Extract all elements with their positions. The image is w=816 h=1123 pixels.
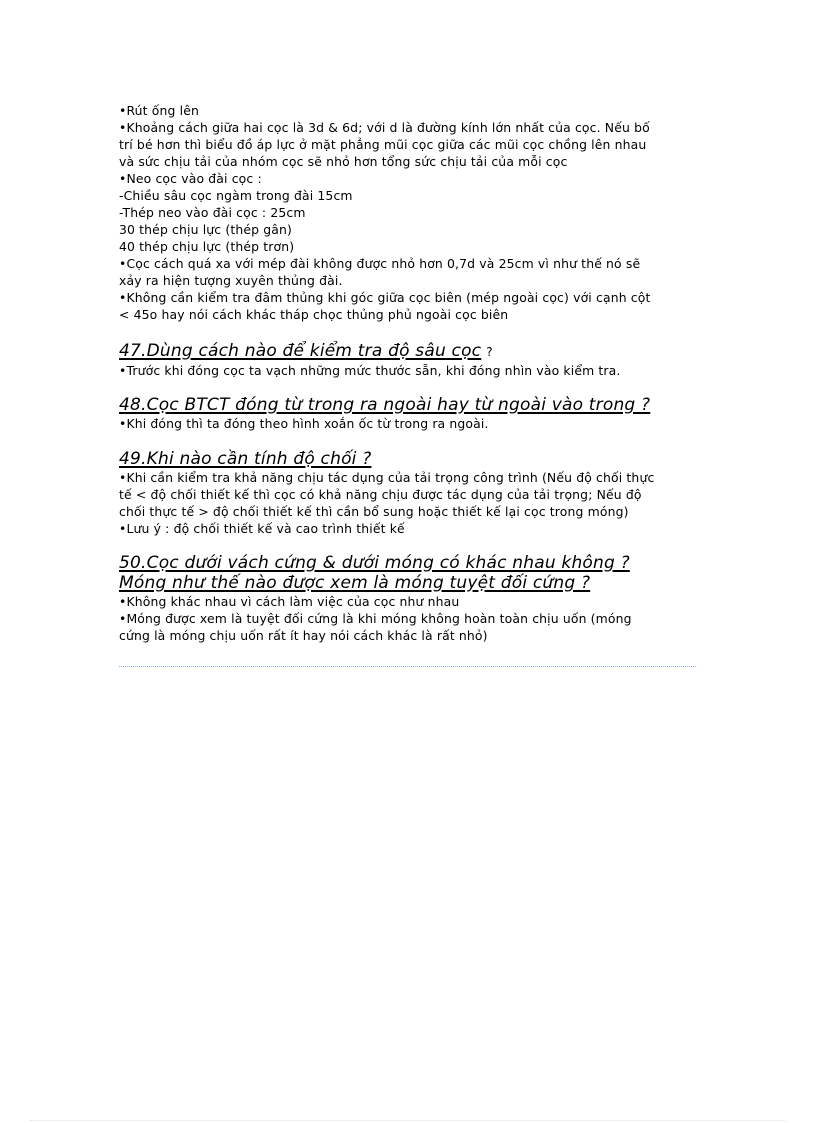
question-heading — [119, 341, 699, 362]
text-line: -Chiều sâu cọc ngàm trong đài 15cm — [119, 188, 353, 203]
question-mark: ? — [486, 345, 493, 359]
answer-line: chối thực tế > độ chối thiết kế thì cần bổ sung hoặc thiết kế lại cọc trong móng) — [119, 504, 629, 519]
page-bottom-divider — [30, 1120, 786, 1121]
question-heading — [119, 573, 699, 593]
text-line: < 45o hay nói cách khác tháp chọc thủng phủ ngoài cọc biên — [119, 307, 509, 322]
text-line: •Khoảng cách giữa hai cọc là 3d & 6d; với d là đường kính lớn nhất của cọc. Nếu bố — [119, 120, 650, 135]
question-heading — [119, 553, 699, 573]
text-line: -Thép neo vào đài cọc : 25cm — [119, 205, 306, 220]
question-heading — [119, 395, 699, 415]
answer-line: •Trước khi đóng cọc ta vạch những mức thước sẵn, khi đóng nhìn vào kiểm tra. — [119, 363, 621, 378]
text-line: •Không cần kiểm tra đâm thủng khi góc giữa cọc biên (mép ngoài cọc) với cạnh cột — [119, 290, 651, 305]
text-line: •Neo cọc vào đài cọc : — [119, 171, 262, 186]
answer-line: •Không khác nhau vì cách làm việc của cọc như nhau — [119, 594, 460, 609]
question-title: 48.Cọc BTCT đóng từ trong ra ngoài hay từ ngoài vào trong ? — [119, 395, 651, 415]
intro-section — [119, 102, 699, 323]
text-line: 40 thép chịu lực (thép trơn) — [119, 239, 295, 254]
text-line: và sức chịu tải của nhóm cọc sẽ nhỏ hơn tổng sức chịu tải của mỗi cọc — [119, 154, 568, 169]
answer-line: •Khi đóng thì ta đóng theo hình xoắn ốc từ trong ra ngoài. — [119, 416, 489, 431]
answer-line: •Khi cần kiểm tra khả năng chịu tác dụng của tải trọng công trình (Nếu độ chối thực — [119, 470, 655, 485]
document-body — [119, 102, 699, 644]
answer-line: •Móng được xem là tuyệt đối cứng là khi móng không hoàn toàn chịu uốn (móng — [119, 611, 632, 626]
question-47 — [119, 341, 699, 379]
question-title: 49.Khi nào cần tính độ chối ? — [119, 449, 372, 469]
text-line: •Rút ống lên — [119, 103, 199, 118]
text-line: 30 thép chịu lực (thép gân) — [119, 222, 292, 237]
question-title: 47.Dùng cách nào để kiểm tra độ sâu cọc — [119, 341, 482, 361]
answer-line: tế < độ chối thiết kế thì cọc có khả năng chịu được tác dụng của tải trọng; Nếu độ — [119, 487, 642, 502]
text-line: trí bé hơn thì biểu đồ áp lực ở mặt phẳng mũi cọc giữa các mũi cọc chồng lên nhau — [119, 137, 647, 152]
section-divider — [119, 666, 696, 667]
question-heading — [119, 449, 699, 469]
question-49 — [119, 449, 699, 537]
question-title: Móng như thế nào được xem là móng tuyệt đối cứng ? — [119, 573, 591, 593]
question-title: 50.Cọc dưới vách cứng & dưới móng có khác nhau không ? — [119, 553, 630, 573]
question-48 — [119, 395, 699, 432]
answer-line: •Lưu ý : độ chối thiết kế và cao trình thiết kế — [119, 521, 405, 536]
text-line: •Cọc cách quá xa với mép đài không được nhỏ hơn 0,7d và 25cm vì như thế nó sẽ — [119, 256, 641, 271]
text-line: xảy ra hiện tượng xuyên thủng đài. — [119, 273, 343, 288]
answer-line: cứng là móng chịu uốn rất ít hay nói cách khác là rất nhỏ) — [119, 628, 488, 643]
question-50 — [119, 553, 699, 644]
